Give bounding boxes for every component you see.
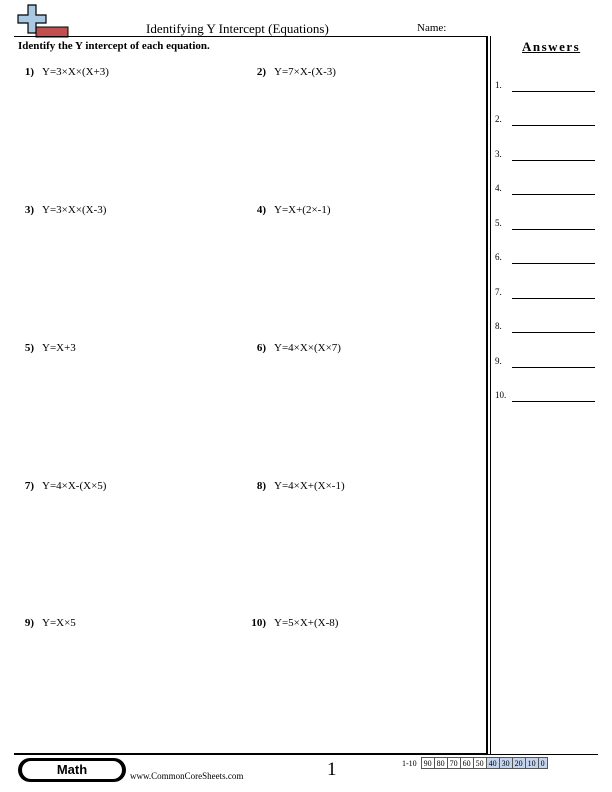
- score-cell: 80: [434, 758, 447, 769]
- problem-equation: Y=5×X+(X-8): [274, 617, 339, 629]
- problem-4: [246, 204, 331, 216]
- answer-field-8[interactable]: [495, 321, 595, 333]
- answer-field-4[interactable]: [495, 183, 595, 195]
- problem-number: 9): [24, 617, 34, 629]
- answer-field-10[interactable]: [495, 390, 595, 402]
- score-cell: 40: [486, 758, 499, 769]
- score-cell: 20: [512, 758, 525, 769]
- problem-equation: Y=3×X×(X-3): [42, 204, 107, 216]
- problem-7: [14, 480, 106, 492]
- name-label: Name:: [417, 22, 447, 34]
- score-cell: 0: [538, 758, 547, 769]
- problem-2: [246, 66, 336, 78]
- problem-equation: Y=4×X+(X×-1): [274, 480, 345, 492]
- answer-number: 8.: [495, 321, 502, 331]
- answer-field-1[interactable]: [495, 80, 595, 92]
- answer-field-9[interactable]: [495, 356, 595, 368]
- answer-field-2[interactable]: [495, 114, 595, 126]
- problem-equation: Y=X+3: [42, 342, 76, 354]
- worksheet-title: Identifying Y Intercept (Equations): [146, 21, 329, 36]
- problem-equation: Y=X×5: [42, 617, 76, 629]
- score-cell: 10: [525, 758, 538, 769]
- problem-number: 5): [24, 342, 34, 354]
- problem-equation: Y=7×X-(X-3): [274, 66, 336, 78]
- problem-number: 2): [256, 66, 266, 78]
- column-divider: [490, 36, 491, 754]
- problem-3: [14, 204, 106, 216]
- score-cell: 50: [473, 758, 486, 769]
- score-cell: 30: [499, 758, 512, 769]
- answer-number: 7.: [495, 287, 502, 297]
- subject-label: Math: [22, 761, 122, 779]
- subject-badge: [18, 758, 126, 782]
- answers-title: Answers: [522, 39, 581, 54]
- problem-8: [246, 480, 345, 492]
- website-link[interactable]: www.CommonCoreSheets.com: [130, 771, 244, 781]
- score-cell: 90: [421, 758, 434, 769]
- answer-number: 6.: [495, 252, 502, 262]
- problem-10: [246, 617, 338, 629]
- plus-sign-logo-icon: [16, 4, 70, 38]
- problem-number: 8): [256, 480, 266, 492]
- problem-number: 10): [251, 617, 266, 629]
- problems-panel: [14, 36, 487, 754]
- score-cell: 60: [460, 758, 473, 769]
- problem-number: 4): [256, 204, 266, 216]
- problem-equation: Y=3×X×(X+3): [42, 66, 109, 78]
- answer-number: 4.: [495, 183, 502, 193]
- answer-number: 1.: [495, 80, 502, 90]
- answer-field-6[interactable]: [495, 252, 595, 264]
- problem-number: 1): [24, 66, 34, 78]
- answer-number: 5.: [495, 218, 502, 228]
- column-divider: [486, 36, 488, 754]
- answer-field-5[interactable]: [495, 218, 595, 230]
- footer-rule: [14, 754, 598, 755]
- problem-number: 3): [24, 204, 34, 216]
- problem-equation: Y=4×X-(X×5): [42, 480, 107, 492]
- answer-number: 10.: [495, 390, 507, 400]
- problem-equation: Y=4×X×(X×7): [274, 342, 341, 354]
- problem-5: [14, 342, 76, 354]
- problem-equation: Y=X+(2×-1): [274, 204, 331, 216]
- page-number: 1: [327, 759, 337, 780]
- problem-9: [14, 617, 76, 629]
- score-cell: 70: [447, 758, 460, 769]
- score-range: 1-10: [402, 758, 417, 768]
- problem-6: [246, 342, 341, 354]
- instructions: Identify the Y intercept of each equation.: [18, 40, 210, 52]
- answer-field-3[interactable]: [495, 149, 595, 161]
- problem-number: 7): [24, 480, 34, 492]
- problem-number: 6): [256, 342, 266, 354]
- score-table: [400, 757, 548, 769]
- answer-number: 2.: [495, 114, 502, 124]
- answer-number: 3.: [495, 149, 502, 159]
- answer-field-7[interactable]: [495, 287, 595, 299]
- problem-1: [14, 66, 109, 78]
- answer-number: 9.: [495, 356, 502, 366]
